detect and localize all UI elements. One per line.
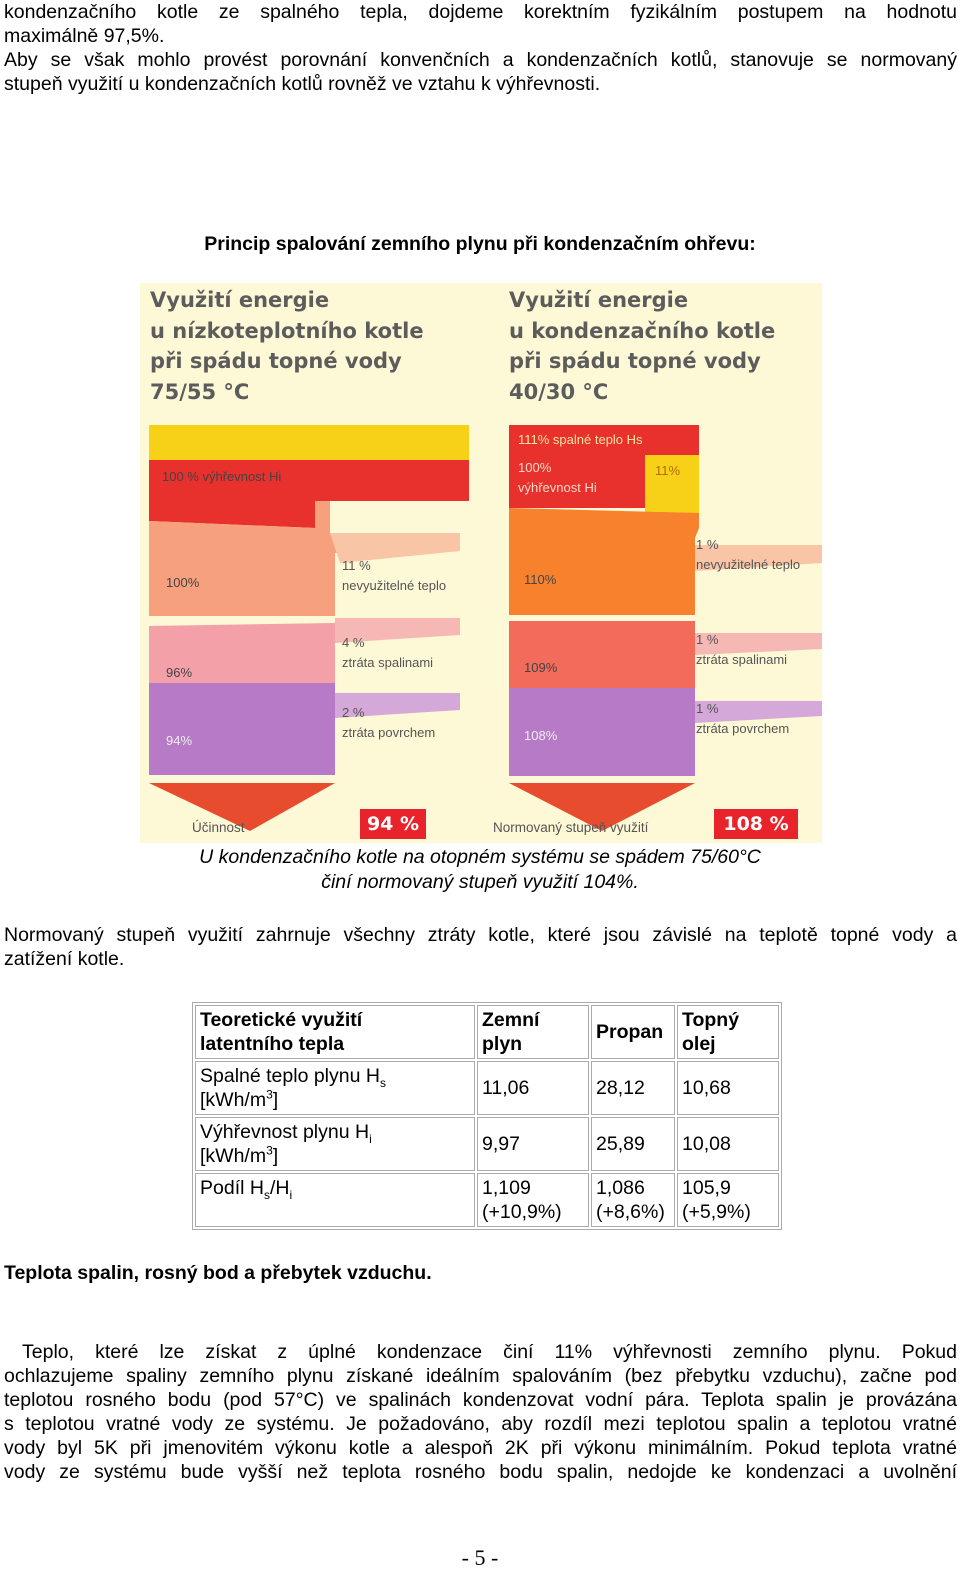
left-block-label-3: 94%: [166, 733, 193, 748]
table-label-text: Spalné teplo plynu H: [200, 1065, 380, 1087]
left-efficiency-badge: 94 %: [360, 809, 426, 839]
section-line-5: vody byl 5K při jmenovitém výkonu kotle a alespoň 2K při výkonu minimálním. Pokud teplota vratné: [4, 1437, 957, 1459]
table-cell-percent: (+5,9%): [682, 1201, 751, 1223]
energy-figure: [140, 283, 822, 843]
table-header-text: plyn: [482, 1033, 523, 1055]
section-line-1: Teplo, které lze získat z úplné kondenzace činí 11% výhřevnosti zemního plynu. Pokud: [22, 1341, 957, 1363]
table-header-cell: [677, 1005, 779, 1059]
table-label-text: [kWh/m: [200, 1145, 267, 1167]
table-label-text: Výhřevnost plynu H: [200, 1121, 370, 1143]
table-row-label: [195, 1117, 475, 1171]
para2-line-1: Normovaný stupeň využití zahrnuje všechny ztráty kotle, které jsou závislé na teplotě topné vody a: [4, 924, 957, 946]
table-row-label: [195, 1173, 475, 1227]
right-11-label: 11%: [655, 463, 681, 478]
table-cell: [677, 1173, 779, 1227]
table-cell: 9,97: [477, 1117, 589, 1171]
table-row: [195, 1173, 779, 1227]
table-cell: 10,68: [677, 1061, 779, 1115]
left-footer-label: Účinnost: [192, 820, 245, 835]
left-block-label-1: 100%: [166, 575, 200, 590]
table-label-sup: 3: [266, 1087, 273, 1102]
left-yellow-band: [149, 425, 469, 460]
table-cell-value: 1,086: [596, 1177, 645, 1199]
table-label-text: [kWh/m: [200, 1089, 267, 1111]
figure-caption-line-1: U kondenzačního kotle na otopném systému se spádem 75/60°C: [199, 846, 761, 868]
section-line-6: vody ze systému bude vyšší než teplota rosného bodu spalin, nedojde ke kondenzaci a uvolnění: [4, 1461, 957, 1483]
table-header-text: Topný: [682, 1009, 740, 1031]
right-top-label-2: 100% výhřevnost Hi: [518, 460, 597, 495]
right-loss-label-3: 1 % ztráta povrchem: [696, 701, 790, 736]
right-title: Využití energie u kondenzačního kotle při spádu topné vody 40/30 °C: [509, 288, 776, 404]
intro-line-4: stupeň využití u kondenzačních kotlů rovněž ve vztahu k výhřevnosti.: [4, 73, 601, 95]
left-loss-label-3: 2 % ztráta povrchem: [342, 705, 436, 740]
table-cell: [477, 1173, 589, 1227]
table-header-cell: Propan: [591, 1005, 675, 1059]
table-header-cell: [477, 1005, 589, 1059]
table-header-cell: [195, 1005, 475, 1059]
right-efficiency-badge: 108 %: [714, 809, 798, 839]
table-label-sub: s: [379, 1075, 386, 1090]
table-label-sup: 3: [266, 1143, 273, 1158]
right-block-label-2: 109%: [524, 660, 558, 675]
table-cell: [591, 1173, 675, 1227]
table-cell: 28,12: [591, 1061, 675, 1115]
para2-line-2: zatížení kotle.: [4, 948, 125, 970]
table-header-text: Teoretické využití: [200, 1009, 363, 1031]
right-block-label-3: 108%: [524, 728, 558, 743]
table-cell-value: 1,109: [482, 1177, 531, 1199]
right-block-label-1: 110%: [524, 572, 557, 587]
table-label-text: Podíl H: [200, 1177, 264, 1199]
section-line-3: teplotou rosného bodu (pod 57°C) ve spalinách kondenzovat vodní pára. Teplota spalin je provázána: [4, 1389, 957, 1411]
table-row: [195, 1061, 779, 1115]
table-cell-value: 105,9: [682, 1177, 731, 1199]
table-header-row: [195, 1005, 779, 1059]
intro-line-1: kondenzačního kotle ze spalného tepla, dojdeme korektním fyzikálním postupem na hodnotu: [4, 1, 957, 23]
right-footer-label: Normovaný stupeň využití: [493, 820, 649, 835]
right-loss-label-2: 1 % ztráta spalinami: [696, 632, 788, 667]
table-cell-percent: (+10,9%): [482, 1201, 562, 1223]
left-violet-block: [149, 683, 335, 775]
table-cell: 11,06: [477, 1061, 589, 1115]
table-label-text: ]: [272, 1089, 279, 1111]
right-top-label: 111% spalné teplo Hs: [518, 432, 643, 447]
table-cell-percent: (+8,6%): [596, 1201, 665, 1223]
figure-caption-line-2: činí normovaný stupeň využití 104%.: [321, 871, 639, 893]
left-block-label-2: 96%: [166, 665, 193, 680]
page-number: - 5 -: [461, 1545, 499, 1570]
figure-heading: Princip spalování zemního plynu při kondenzačním ohřevu:: [204, 233, 756, 255]
table-header-text: Zemní: [482, 1009, 540, 1031]
table-label-sub: s: [263, 1187, 270, 1202]
intro-line-3: Aby se však mohlo provést porovnání konvenčních a kondenzačních kotlů, stanovuje se normovaný: [4, 49, 957, 71]
table-row-label: [195, 1061, 475, 1115]
section-line-4: s teplotou vratné vody ze systému. Je požadováno, aby rozdíl mezi teplotou spalin a teplotou vratné: [4, 1413, 957, 1435]
left-loss-label-1: 11 % nevyužitelné teplo: [342, 558, 447, 593]
table-label-text: /H: [269, 1177, 290, 1199]
left-title: Využití energie u nízkoteplotního kotle při spádu topné vody 75/55 °C: [150, 288, 424, 404]
latent-heat-table: [192, 1002, 782, 1230]
left-loss-label-2: 4 % ztráta spalinami: [342, 635, 434, 670]
table-cell: 25,89: [591, 1117, 675, 1171]
left-top-label: 100 % výhřevnost Hi: [162, 469, 282, 484]
table-header-text: olej: [682, 1033, 716, 1055]
section-heading: Teplota spalin, rosný bod a přebytek vzduchu.: [4, 1262, 432, 1284]
table-label-sub: i: [369, 1131, 372, 1146]
section-line-2: ochlazujeme spaliny zemního plynu získané ideálním spalováním (bez přebytku vzduchu), začne pod: [4, 1365, 957, 1387]
table-cell: 10,08: [677, 1117, 779, 1171]
right-orange-block: [509, 508, 699, 615]
table-label-text: ]: [272, 1145, 279, 1167]
table-header-text: latentního tepla: [200, 1033, 345, 1055]
table-label-sub: i: [289, 1187, 293, 1202]
table-row: [195, 1117, 779, 1171]
right-loss-label-1: 1 % nevyužitelné teplo: [696, 537, 801, 572]
intro-line-2: maximálně 97,5%.: [4, 25, 165, 47]
